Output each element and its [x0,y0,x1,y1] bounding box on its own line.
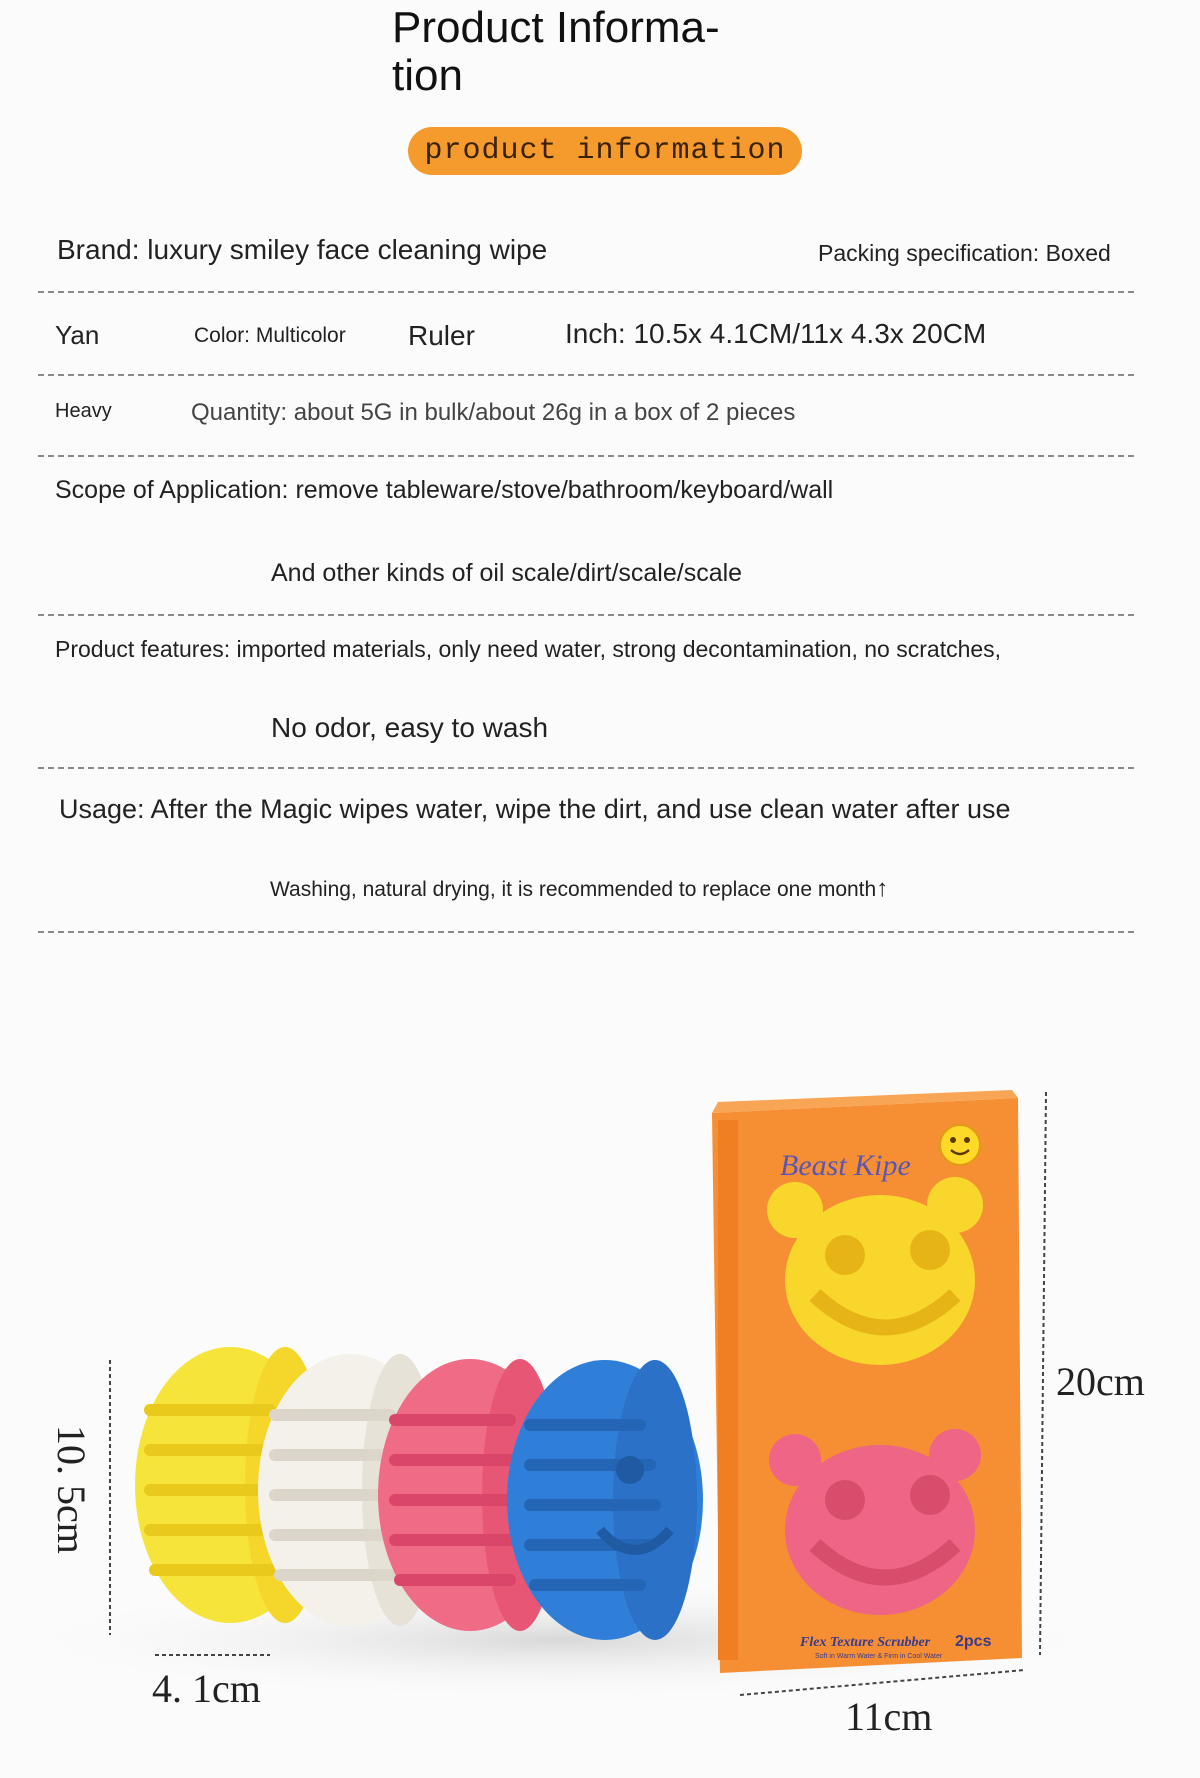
usage-text-cont [270,875,888,903]
box-count: 2pcs [955,1633,992,1650]
dimension-line-box-height [1040,1092,1046,1655]
yan-label: Yan [55,320,100,350]
page-title-line2: tion [392,51,463,100]
product-photo [0,1080,1200,1778]
divider [38,374,1134,376]
features-text: Product features: imported materials, only need water, strong decontamination, no scratches, [55,636,1002,662]
features-text-cont: No odor, easy to wash [271,712,549,743]
usage-text-cont-label: Washing, natural drying, it is recommended to replace one month [270,878,877,901]
product-box [712,1090,1022,1673]
quantity-text: Quantity: about 5G in bulk/about 26g in a box of 2 pieces [191,399,796,426]
scope-text-cont: And other kinds of oil scale/dirt/scale/scale [271,559,743,587]
heavy-label: Heavy [55,400,112,422]
inch-text: Inch: 10.5x 4.1CM/11x 4.3x 20CM [565,318,987,349]
scope-text: Scope of Application: remove tableware/stove/bathroom/keyboard/wall [55,476,834,504]
section-badge: product information [408,127,802,175]
page-title [392,4,812,100]
packing-text: Packing specification: Boxed [818,240,1111,266]
brand-text: Brand: luxury smiley face cleaning wipe [57,234,548,265]
page-title-line1: Product Informa- [392,3,720,52]
arrow-up-icon: ↑ [876,875,889,902]
sponge-blue [507,1360,703,1640]
box-product: Flex Texture Scrubber [800,1635,931,1650]
usage-text: Usage: After the Magic wipes water, wipe the dirt, and use clean water after use [59,794,1011,824]
box-small-text: Soft in Warm Water & Firm in Cool Water [815,1653,943,1660]
box-brand: Beast Kipe [780,1149,911,1182]
divider [38,291,1134,293]
ruler-label: Ruler [408,320,475,351]
dim-label-sponge-height: 10. 5cm [49,1425,94,1554]
color-text: Color: Multicolor [194,324,346,347]
dim-label-box-height: 20cm [1056,1359,1145,1404]
divider [38,931,1134,933]
divider [38,614,1134,616]
dim-label-box-width: 11cm [845,1694,933,1739]
smiley-icon [940,1125,980,1165]
divider [38,455,1134,457]
divider [38,767,1134,769]
dim-label-thickness: 4. 1cm [152,1666,261,1711]
